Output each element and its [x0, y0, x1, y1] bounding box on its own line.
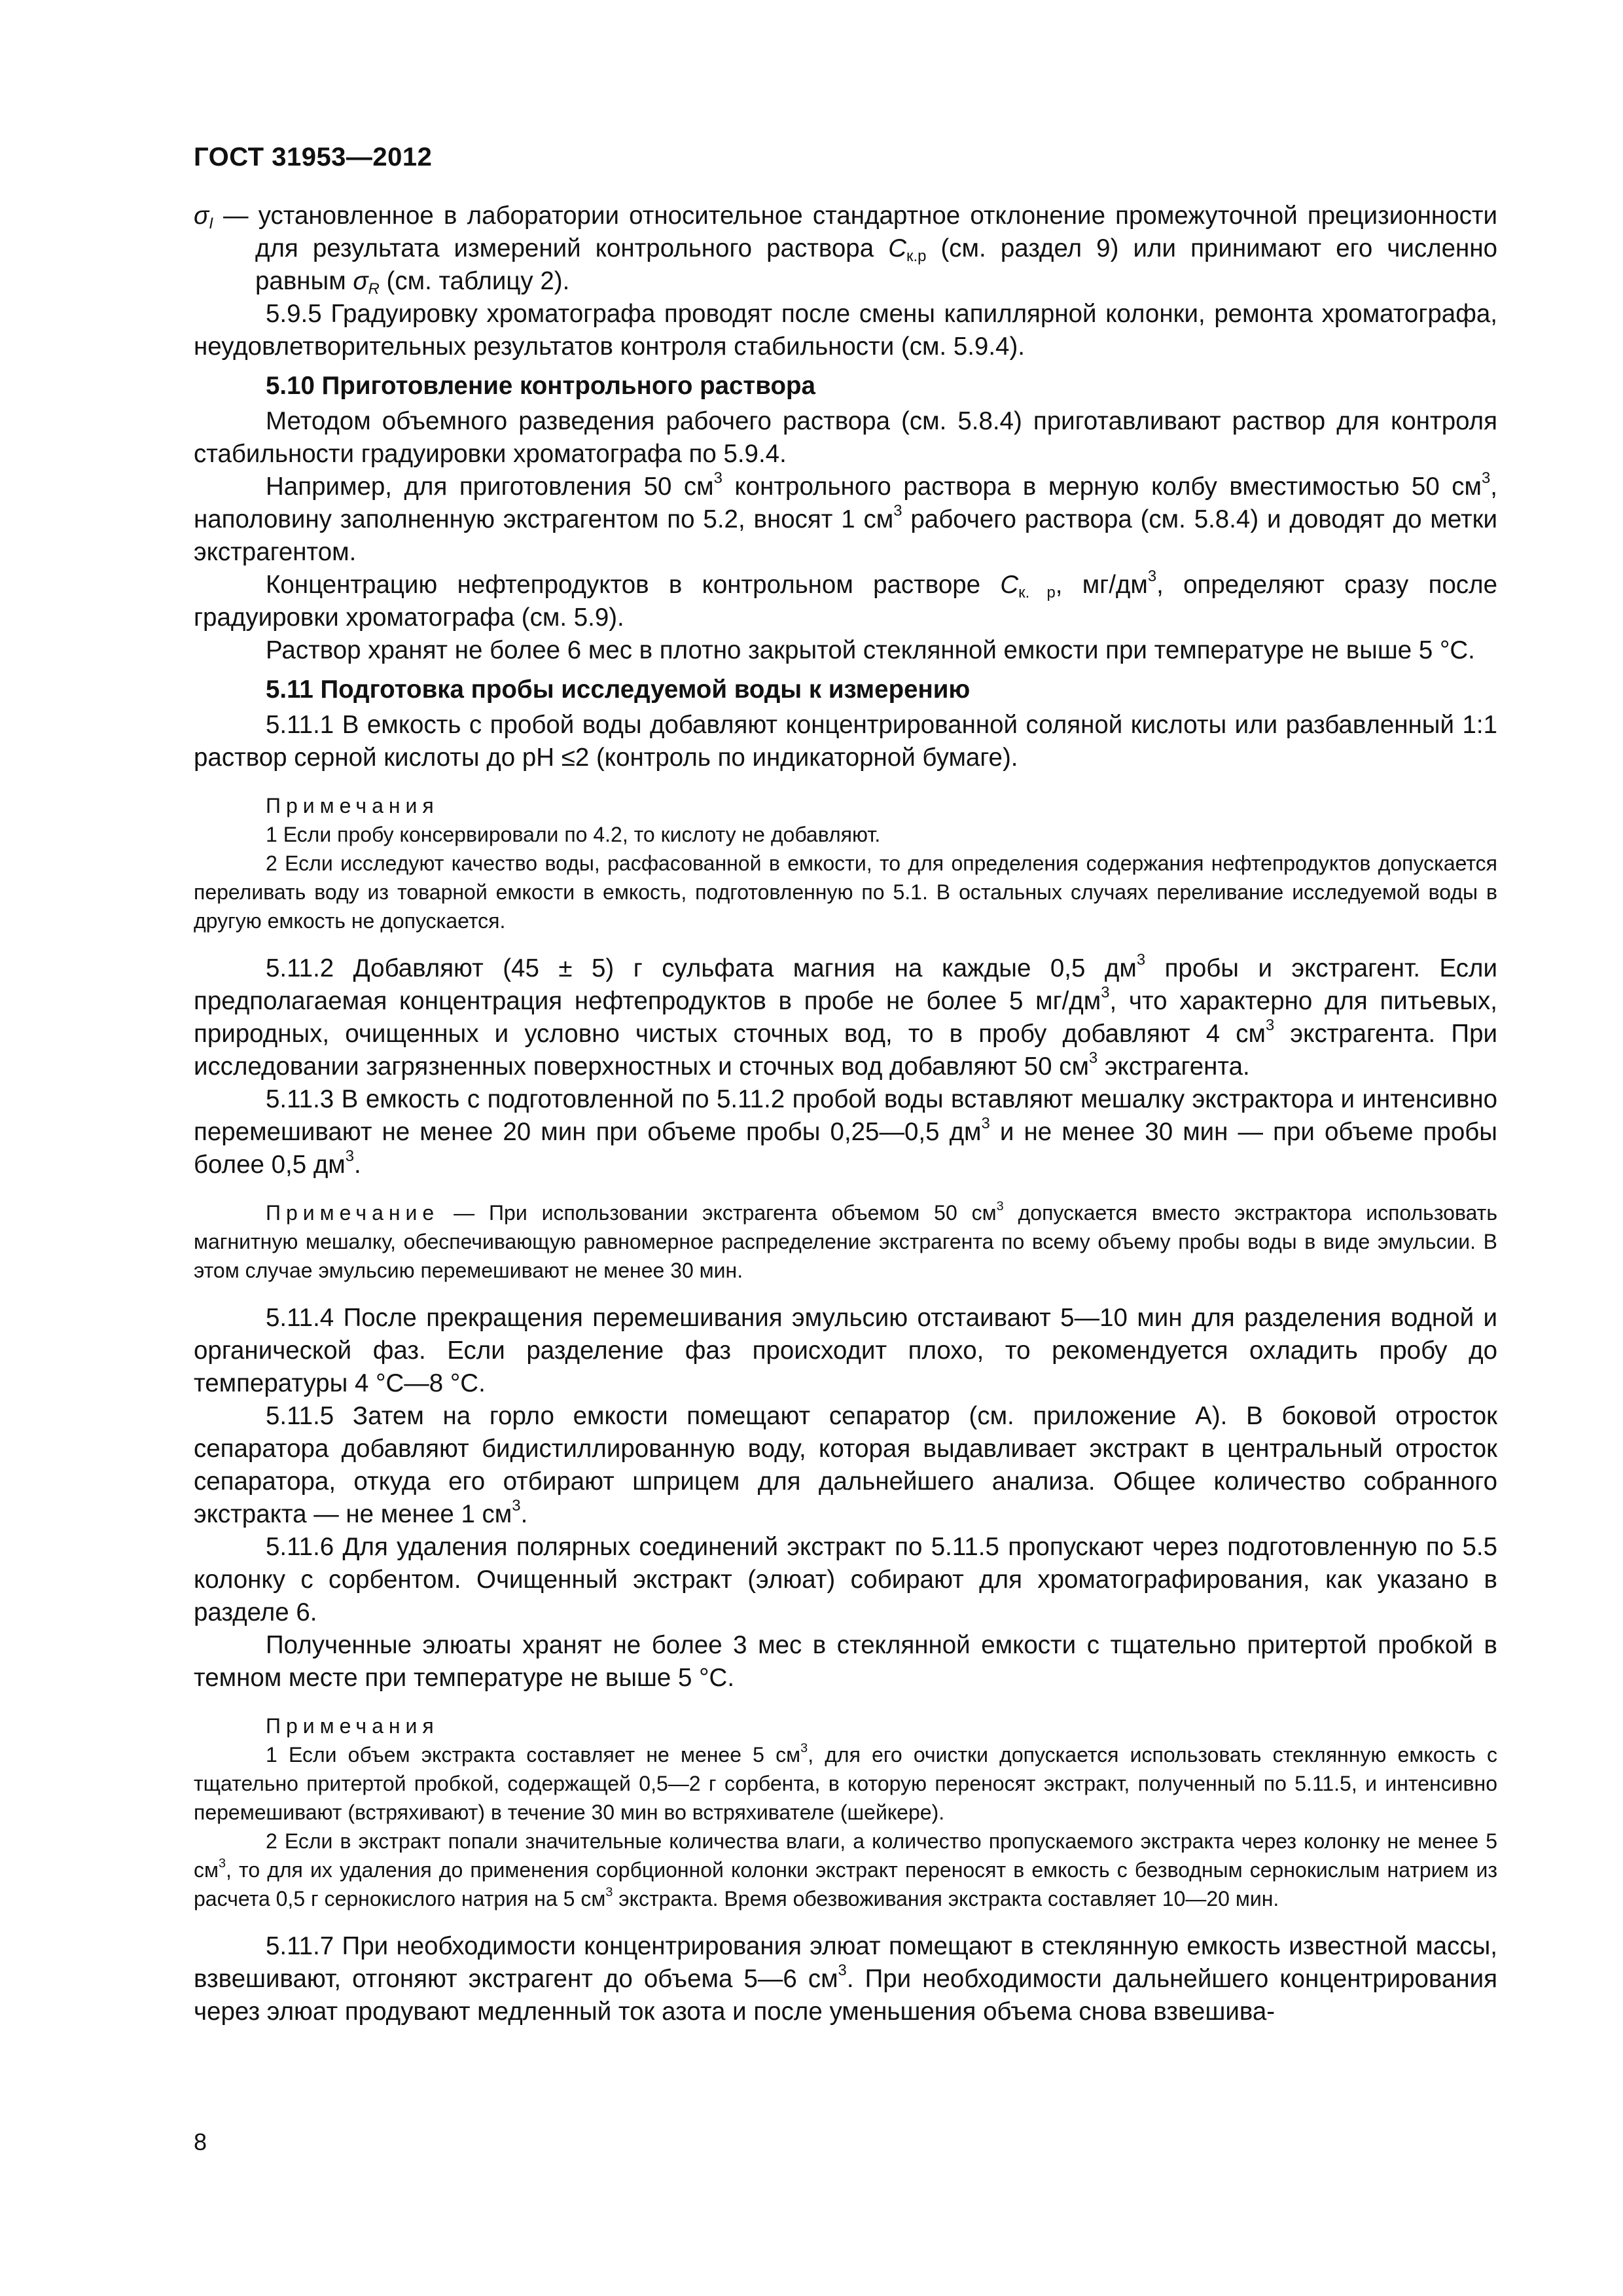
paragraph-5-11-6: 5.11.6 Для удаления полярных соединений экстракт по 5.11.5 пропускают через подготовленную по 5.5 колонку с сорбентом. Очищенный экстракт (элюат) собирают для хроматографирования, как указано в разделе 6.: [194, 1533, 1497, 1626]
paragraph-5-11-3: 5.11.3 В емкость с подготовленной по 5.11.2 пробой воды вставляют мешалку экстрактора и интенсивно перемешивают не менее 20 мин при объеме пробы 0,25—0,5 $дм^3$ и не менее 30 мин — при объеме пробы более 0,5 $дм^3$.: [194, 1085, 1497, 1179]
notes-block-1: [194, 791, 1497, 935]
sigma-r-symbol: σ: [353, 267, 368, 295]
paragraph-5-11-1: 5.11.1 В емкость с пробой воды добавляют концентрированной соляной кислоты или разбавленный 1:1 раствор серной кислоты до pH ≤2 (контроль по индикаторной бумаге).: [194, 711, 1497, 772]
paragraph-5-10-1: Методом объемного разведения рабочего раствора (см. 5.8.4) приготавливают раствор для контроля стабильности градуировки хроматографа по 5.9.4.: [194, 407, 1497, 468]
paragraph-5-9-5: 5.9.5 Градуировку хроматографа проводят после смены капиллярной колонки, ремонта хроматографа, неудовлетворительных результатов контроля стабильности (см. 5.9.4).: [194, 300, 1497, 361]
page-number: 8: [194, 2128, 207, 2155]
section-5-10-title: 5.10 Приготовление контрольного раствора: [266, 372, 815, 400]
paragraph-5-11-2: 5.11.2 Добавляют (45 ± 5) г сульфата магния на каждые 0,5 $дм^3$ пробы и экстрагент. Если предполагаемая концентрация нефтепродуктов в пробе не более 5 $мг/дм^3$, что характерно для питьевых, природных, очищенных и условно чистых сточных вод, то в пробу добавляют 4 $см^3$ экстрагента. При исследовании загрязненных поверхностных и сточных вод добавляют 50 $см^3$ экстрагента.: [194, 951, 1497, 1081]
paragraph-5-10-4: Раствор хранят не более 6 мес в плотно закрытой стеклянной емкости при температуре не выше 5 °С.: [266, 636, 1475, 664]
notes-title: Примечания: [266, 794, 439, 817]
notes-block-3: [194, 1712, 1497, 1913]
paragraph-5-11-4: 5.11.4 После прекращения перемешивания эмульсию отстаивают 5—10 мин для разделения водной и органической фаз. Если разделение фаз происходит плохо, то рекомендуется охладить пробу до температуры 4 °С—8 °С.: [194, 1304, 1497, 1397]
page-content: [194, 143, 1497, 2028]
note-lead: Примечание: [266, 1201, 440, 1225]
sigma-definition: $\sigma_I$ — установленное в лаборатории относительное стандартное отклонение промежуточной прецизионности для результата измерений контрольного раствора $С_{к.р}$ (см. раздел 9) или принимают его численно равным $\sigma_R$ (см. таблицу 2).: [194, 202, 1497, 298]
notes-title: Примечания: [266, 1714, 439, 1738]
paragraph-5-11-5: 5.11.5 Затем на горло емкости помещают сепаратор (см. приложение А). В боковой отросток сепаратора добавляют бидистиллированную воду, которая выдавливает экстракт в центральный отросток сепаратора, откуда его отбирают шприцем для дальнейшего анализа. Общее количество собранного экстракта — не менее 1 $см^3$.: [194, 1402, 1497, 1528]
note-item: 2 Если в экстракт попали значительные количества влаги, а количество пропускаемого экстракта через колонку не менее 5 $см^3$, то для их удаления до применения сорбционной колонки экстракт переносят в емкость с безводным сернокислым натрием из расчета 0,5 г сернокислого натрия на 5 $см^3$ экстракта. Время обезвоживания экстракта составляет 10—20 мин.: [194, 1829, 1497, 1910]
sigma-i-symbol: σ: [194, 202, 209, 230]
note-item: 1 Если пробу консервировали по 4.2, то кислоту не добавляют.: [266, 823, 881, 846]
notes-block-2: [194, 1198, 1497, 1285]
paragraph-5-11-7: 5.11.7 При необходимости концентрирования элюат помещают в стеклянную емкость известной массы, взвешивают, отгоняют экстрагент до объема 5—6 $см^3$. При необходимости дальнейшего концентрирования через элюат продувают медленный ток азота и после уменьшения объема снова взвешива-: [194, 1932, 1497, 2026]
paragraph-5-10-3: Концентрацию нефтепродуктов в контрольном растворе $С_{к. р}$, $мг/дм^3$, определяют сразу после градуировки хроматографа (см. 5.9).: [194, 567, 1497, 632]
paragraph-5-10-2: Например, для приготовления 50 $см^3$ контрольного раствора в мерную колбу вместимостью 50 $см^3$, наполовину заполненную экстрагентом по 5.2, вносят 1 $см^3$ рабочего раствора (см. 5.8.4) и доводят до метки экстрагентом.: [194, 469, 1497, 566]
standard-header: ГОСТ 31953—2012: [194, 143, 433, 171]
section-5-11-title: 5.11 Подготовка пробы исследуемой воды к измерению: [266, 675, 971, 704]
note-item: 2 Если исследуют качество воды, расфасованной в емкости, то для определения содержания нефтепродуктов допускается переливать воду из товарной емкости в емкость, подготовленную по 5.1. В остальных случаях переливание исследуемой воды в другую емкость не допускается.: [194, 852, 1497, 933]
note-item: 1 Если объем экстракта составляет не менее 5 $см^3$, для его очистки допускается использовать стеклянную емкость с тщательно притертой пробкой, содержащей 0,5—2 г сорбента, в которую переносят экстракт, полученный по 5.11.5, и интенсивно перемешивают (встряхивают) в течение 30 мин во встряхивателе (шейкере).: [194, 1741, 1498, 1824]
paragraph-eluates: Полученные элюаты хранят не более 3 мес в стеклянной емкости с тщательно притертой пробкой в темном месте при температуре не выше 5 °С.: [194, 1631, 1497, 1692]
note-item: Примечание — При использовании экстрагента объемом 50 $см^3$ допускается вместо экстрактора использовать магнитную мешалку, обеспечивающую равномерное распределение экстрагента по всему объему пробы воды в виде эмульсии. В этом случае эмульсию перемешивают не менее 30 мин.: [194, 1199, 1498, 1282]
